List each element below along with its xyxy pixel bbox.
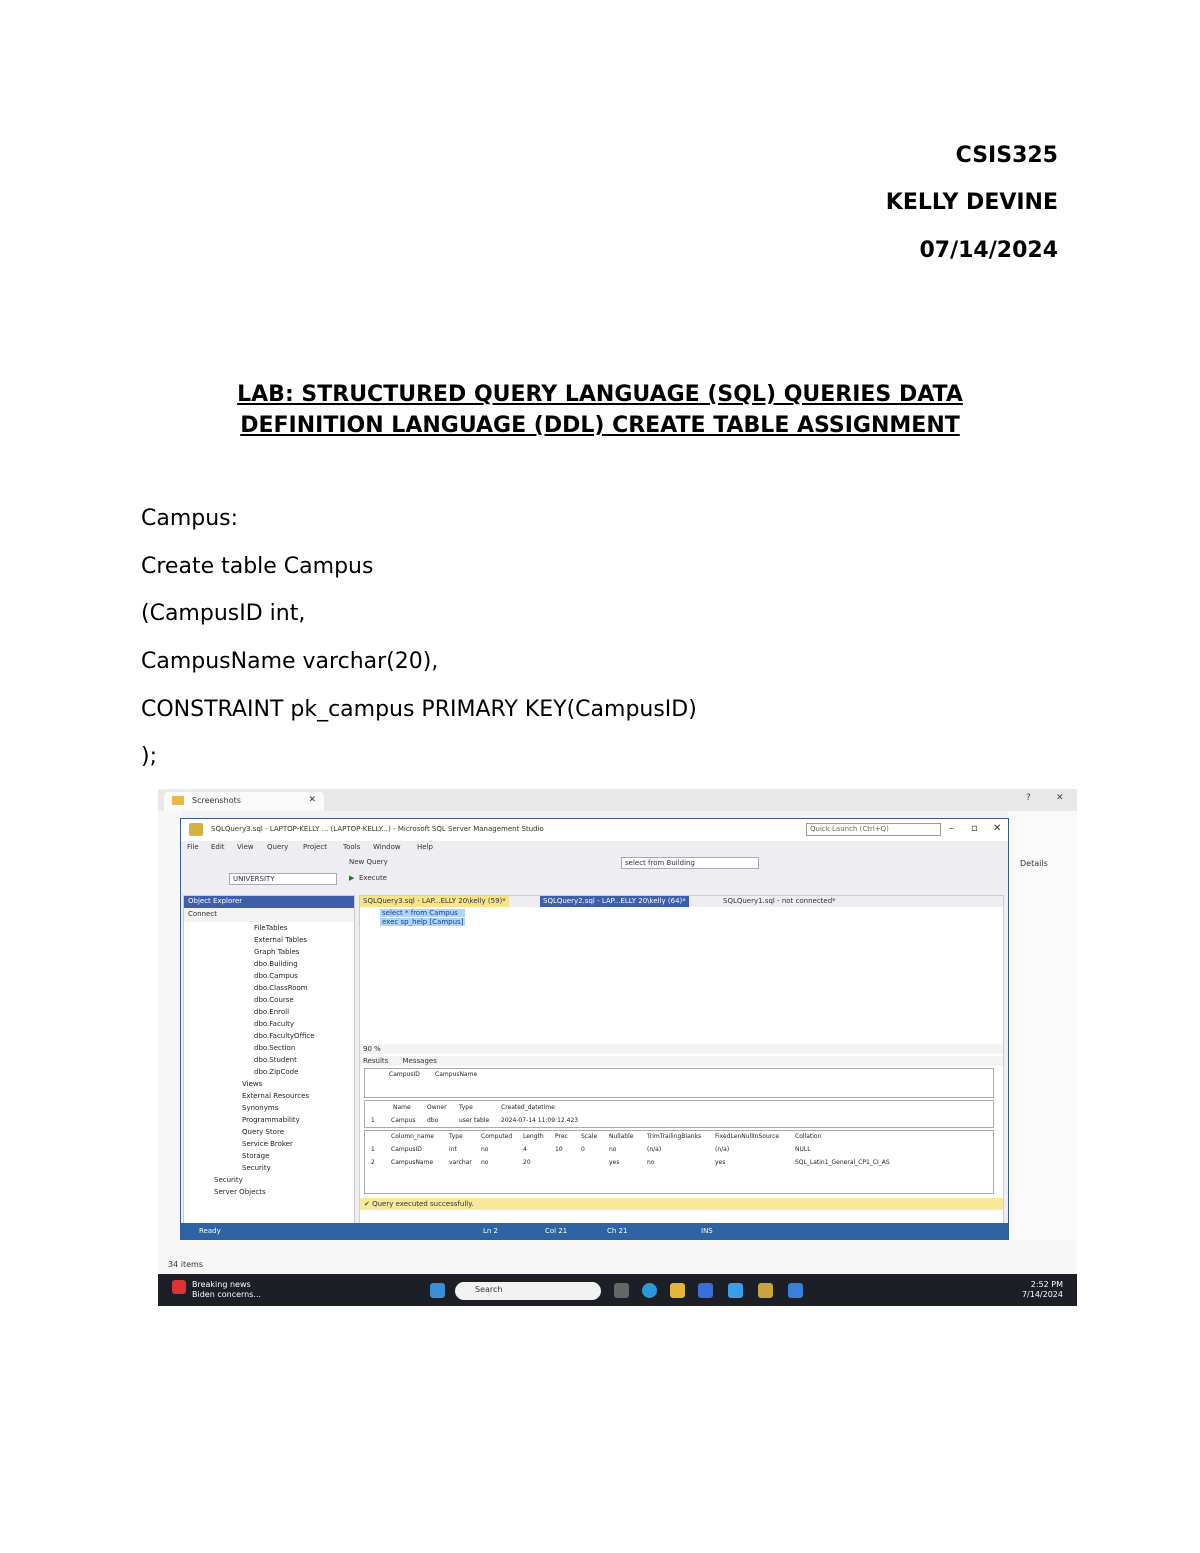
find-box[interactable]: select from Building [621,857,759,869]
body-line: ); [141,744,157,769]
result-grid-3 [364,1130,994,1194]
code-line: select * from Campus [380,909,465,917]
photos-icon[interactable] [788,1283,803,1298]
tab-label: Screenshots [192,796,241,805]
status-line: Ln 2 [483,1227,499,1235]
ssms-status-bar [181,1223,1008,1239]
tree-item[interactable]: dbo.Building [254,960,298,968]
task-view-icon[interactable] [614,1283,629,1298]
sql-code[interactable] [380,909,465,927]
connect-button[interactable]: Connect [188,910,217,918]
query-success-message: Query executed successfully. [372,1200,474,1208]
ssms-taskbar-icon[interactable] [758,1283,773,1298]
grid-cell[interactable]: Campus [391,1117,416,1124]
grid-header: Computed [481,1133,513,1140]
system-clock[interactable] [1022,1280,1063,1300]
tab-query2[interactable]: SQLQuery2.sql - LAP...ELLY 20\kelly (64)* [540,896,689,907]
tree-item[interactable]: FileTables [254,924,288,932]
close-icon[interactable]: ✕ [1056,793,1064,803]
folder-icon [172,796,184,805]
tree-item[interactable]: Security [242,1164,271,1172]
grid-cell[interactable]: 20 [523,1159,531,1166]
clock-time: 2:52 PM [1030,1280,1063,1289]
close-icon[interactable]: ✕ [308,795,316,805]
help-icon[interactable]: ? [1026,793,1031,803]
grid-header: CampusID [389,1071,420,1078]
maximize-icon[interactable]: ▫ [971,823,978,834]
grid-header: Length [523,1133,544,1140]
tree-item[interactable]: Views [242,1080,263,1088]
tree-item[interactable]: dbo.Campus [254,972,298,980]
result-grid-1 [364,1068,994,1098]
tree-item[interactable]: dbo.Student [254,1056,297,1064]
author-name: KELLY DEVINE [885,190,1058,215]
tree-item[interactable]: dbo.Enroll [254,1008,290,1016]
body-line: (CampusID int, [141,601,306,626]
explorer-nav-strip [158,811,182,1271]
grid-cell[interactable]: (n/a) [647,1146,662,1153]
grid-header: FixedLenNullInSource [715,1133,780,1140]
grid-cell[interactable]: yes [715,1159,726,1166]
check-icon: ✔ [364,1200,370,1208]
grid-header: TrimTrailingBlanks [647,1133,702,1140]
grid-cell[interactable]: CampusID [391,1146,422,1153]
tree-item[interactable]: Service Broker [242,1140,293,1148]
query-editor [359,895,1004,1225]
tree-item[interactable]: dbo.Course [254,996,294,1004]
status-ch: Ch 21 [607,1227,628,1235]
tree-item[interactable]: Programmability [242,1116,300,1124]
news-icon [172,1280,186,1294]
object-explorer [183,895,355,1225]
news-subtitle: Biden concerns... [192,1290,262,1299]
grid-cell[interactable]: (n/a) [715,1146,730,1153]
body-line: Campus: [141,506,239,531]
menu-view[interactable]: View [237,843,254,851]
file-explorer-icon[interactable] [670,1283,685,1298]
grid-header: Created_datetime [501,1104,555,1111]
close-icon[interactable]: ✕ [993,823,1002,834]
tree-item[interactable]: dbo.ZipCode [254,1068,299,1076]
minimize-icon[interactable]: – [949,823,954,834]
result-grid-2: Name Owner Type Created_datetime 1 Campus dbo user table 2024-07-14 11:09:12.423 [364,1100,994,1128]
grid-header: Type [459,1104,473,1111]
menu-help[interactable]: Help [417,843,433,851]
tree-item[interactable]: External Resources [242,1092,310,1100]
tree-item[interactable]: Server Objects [214,1188,266,1196]
grid-cell[interactable]: no [481,1146,489,1153]
news-title: Breaking news [192,1280,251,1289]
details-pane [1008,811,1077,1271]
tab-query3[interactable]: SQLQuery3.sql - LAP...ELLY 20\kelly (59)* [360,896,509,907]
execute-icon[interactable]: ▶ [349,874,355,882]
tree-item[interactable]: dbo.ClassRoom [254,984,308,992]
tab-messages[interactable]: Messages [402,1057,437,1065]
grid-header: Scale [581,1133,598,1140]
grid-header: Owner [427,1104,447,1111]
title-line-1: LAB: STRUCTURED QUERY LANGUAGE (SQL) QUERIES DATA [237,382,963,407]
grid-header: Collation [795,1133,822,1140]
course-code: CSIS325 [955,143,1058,168]
grid-cell[interactable]: varchar [449,1159,472,1166]
object-explorer-toolbar [184,908,354,922]
grid-cell[interactable]: 0 [581,1146,585,1153]
query-status-bar [360,1198,1003,1210]
tree-item[interactable]: dbo.Faculty [254,1020,295,1028]
quick-launch-input[interactable]: Quick Launch (Ctrl+Q) [806,823,941,836]
app-icon[interactable] [728,1283,743,1298]
screenshots-tab[interactable] [164,792,324,811]
tree-item[interactable]: External Tables [254,936,308,944]
status-ready: Ready [199,1227,221,1235]
embedded-screenshot [158,789,1077,1306]
menu-project[interactable]: Project [303,843,327,851]
tree-item[interactable]: Storage [242,1152,270,1160]
windows-taskbar [158,1274,1077,1306]
menu-query[interactable]: Query [267,843,289,851]
status-ins: INS [701,1227,713,1235]
grid-cell[interactable]: 4 [523,1146,527,1153]
grid-cell[interactable]: user table [459,1117,490,1124]
status-col: Col 21 [545,1227,568,1235]
body-line: CONSTRAINT pk_campus PRIMARY KEY(CampusID) [141,697,697,722]
object-explorer-title: Object Explorer [184,896,354,908]
menu-tools[interactable]: Tools [343,843,361,851]
execute-button[interactable]: Execute [359,874,387,882]
grid-cell[interactable]: CampusName [391,1159,434,1166]
grid-cell[interactable]: no [609,1146,617,1153]
grid-cell[interactable]: NULL [795,1146,811,1153]
tree-item[interactable]: dbo.FacultyOffice [254,1032,315,1040]
tab-query1[interactable]: SQLQuery1.sql - not connected* [723,897,836,905]
store-icon[interactable] [698,1283,713,1298]
results-tabs [360,1056,1003,1066]
new-query-button[interactable]: New Query [349,858,388,866]
zoom-level[interactable]: 90 % [360,1044,1003,1054]
tree-item[interactable]: Graph Tables [254,948,300,956]
grid-header: CampusName [435,1071,478,1078]
menu-bar [181,841,1008,855]
items-count: 34 items [168,1260,203,1269]
tree-item[interactable]: Security [214,1176,243,1184]
grid-cell[interactable]: 2024-07-14 11:09:12.423 [501,1117,579,1124]
doc-date: 07/14/2024 [919,238,1058,263]
window-title: SQLQuery3.sql - LAPTOP-KELLY ... (LAPTOP-KELLY...) - Microsoft SQL Server Management Studio [211,825,544,833]
news-widget[interactable] [192,1280,261,1300]
explorer-footer [158,1240,1077,1274]
menu-window[interactable]: Window [373,843,401,851]
tree-item[interactable]: Synonyms [242,1104,279,1112]
code-line: exec sp_help [Campus] [382,918,464,926]
clock-date: 7/14/2024 [1021,1290,1063,1299]
file-explorer-tabbar [158,789,1077,811]
title-line-2: DEFINITION LANGUAGE (DDL) CREATE TABLE ASSIGNMENT [240,413,960,438]
grid-header: Name [393,1104,411,1111]
row-number: 1 [371,1146,375,1153]
grid-cell[interactable]: SQL_Latin1_General_CP1_CI_AS [795,1159,890,1166]
grid-header: Type [449,1133,463,1140]
grid-cell[interactable]: no [647,1159,655,1166]
grid-header: Prec [555,1133,568,1140]
toolbar-standard [181,855,1008,871]
grid-header: Column_name [391,1133,434,1140]
grid-cell[interactable]: 10 [555,1146,563,1153]
database-select[interactable]: UNIVERSITY [229,873,337,885]
menu-file[interactable]: File [187,843,199,851]
toolbar-sql [181,871,1008,887]
tree-item[interactable]: Query Store [242,1128,284,1136]
details-label[interactable]: Details [1020,859,1048,868]
tree-item[interactable]: dbo.Section [254,1044,296,1052]
grid-cell[interactable]: int [449,1146,457,1153]
body-line: Create table Campus [141,554,374,579]
tab-results[interactable]: Results [363,1057,389,1065]
row-number: 2 [371,1159,375,1166]
taskbar-search[interactable]: Search [455,1282,601,1300]
grid-cell[interactable]: yes [609,1159,620,1166]
body-line: CampusName varchar(20), [141,649,439,674]
start-icon[interactable] [430,1283,445,1298]
grid-cell[interactable]: dbo [427,1117,439,1124]
menu-edit[interactable]: Edit [211,843,225,851]
ssms-window [180,818,1009,1240]
ssms-titlebar [181,819,1008,841]
grid-header: Nullable [609,1133,634,1140]
editor-tabs [360,896,1003,907]
edge-icon[interactable] [642,1283,657,1298]
ssms-logo-icon [189,823,203,836]
grid-cell[interactable]: no [481,1159,489,1166]
